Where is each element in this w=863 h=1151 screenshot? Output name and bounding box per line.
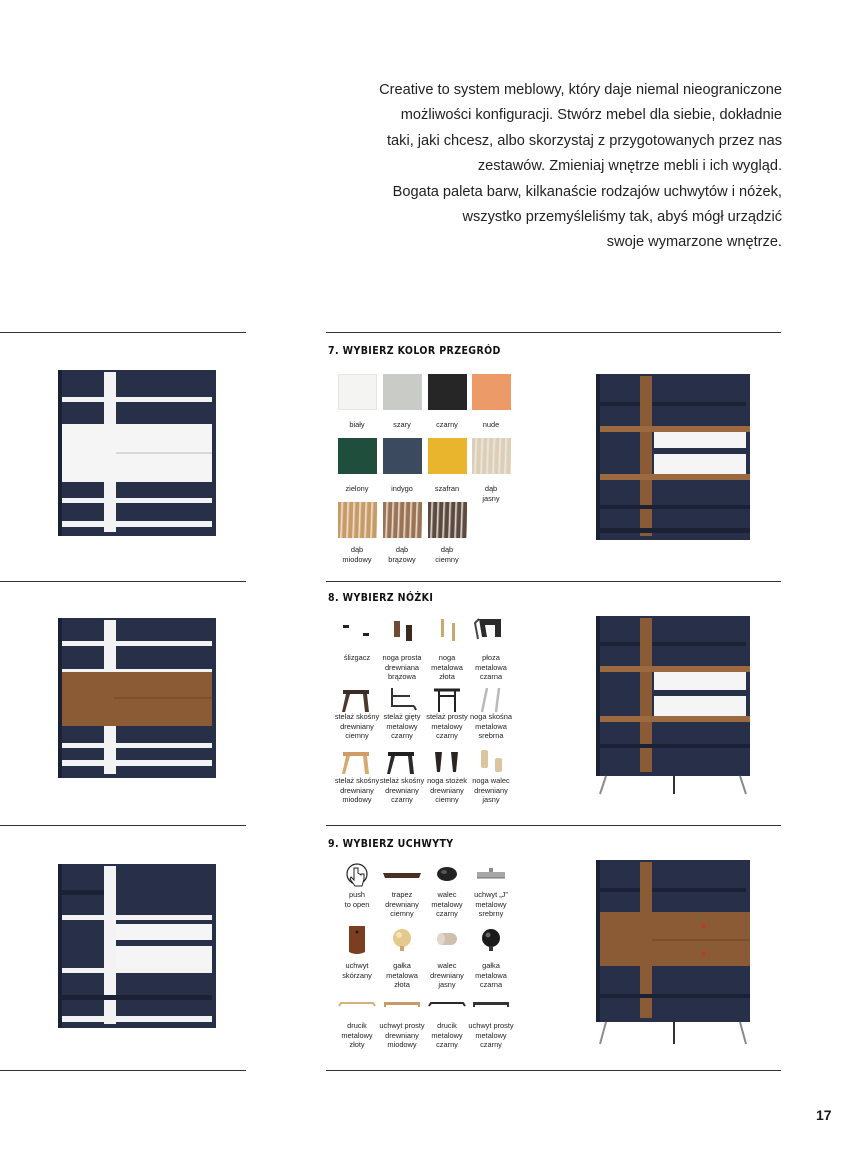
option-label-line: drewniany (430, 785, 464, 795)
option-label-line: miodowy (342, 795, 372, 805)
black-cylinder-handle-icon[interactable] (425, 859, 469, 893)
push-to-open-icon[interactable] (335, 859, 379, 893)
option-label-line: metalowy (341, 1030, 373, 1040)
option-label-line: brązowa (388, 672, 416, 682)
gold-knob-icon[interactable] (380, 923, 424, 957)
color-swatch[interactable] (383, 502, 422, 538)
option-label-line: metalowa (386, 970, 418, 980)
option-label-line: metalowa (475, 662, 507, 672)
bookcase-with-legs-illustration (594, 614, 754, 798)
option-label-line: stelaż skośny (334, 776, 380, 785)
option-label-line: czarny (480, 1040, 502, 1050)
option-label-line: push (348, 890, 366, 899)
page-number: 17 (816, 1107, 832, 1123)
option-label (461, 484, 521, 503)
option-label-line: noga skośna (470, 712, 512, 721)
divider-right-1 (326, 332, 781, 333)
bookcase-walnut-drawers-legs-illustration (594, 858, 754, 1048)
intro-line: swoje wymarzone wnętrze. (606, 234, 782, 251)
trapeze-wood-handle-icon[interactable] (380, 859, 424, 893)
black-wire-handle-icon[interactable] (425, 988, 469, 1022)
option-label-line: drewniany (340, 721, 374, 731)
divider-right-2 (326, 581, 781, 582)
divider-left-4 (0, 1070, 246, 1071)
color-swatch[interactable] (338, 374, 377, 410)
option-label-line: szary (393, 420, 411, 429)
color-swatch[interactable] (428, 374, 467, 410)
option-label-line: czarny (436, 731, 458, 741)
option-label-line: płoza (482, 653, 500, 662)
option-label (461, 1021, 521, 1050)
option-label-line: czarny (391, 795, 413, 805)
option-label-line: gałka (482, 961, 500, 970)
section-8-title: 8. WYBIERZ NÓŻKI (328, 592, 434, 604)
option-label-line: noga walec (472, 776, 510, 785)
option-label-line: stelaż skośny (379, 776, 425, 785)
black-knob-icon[interactable] (469, 923, 513, 957)
option-label-line: walec (437, 890, 457, 899)
option-label-line: drewniana (384, 662, 420, 672)
option-label-line: ciemny (345, 731, 369, 741)
option-label-line: trapez (391, 890, 413, 899)
option-label-line: to open (344, 899, 370, 909)
option-label-line: jasny (482, 493, 500, 503)
option-label-line: srebrny (478, 909, 504, 919)
color-swatch[interactable] (383, 438, 422, 474)
gold-metal-leg-icon[interactable] (425, 614, 469, 648)
color-swatch[interactable] (383, 374, 422, 410)
option-label-line: czarny (436, 909, 458, 919)
intro-line: możliwości konfiguracji. Stwórz mebel dla siebie, dokładnie (400, 107, 782, 124)
option-label-line: metalowa (475, 970, 507, 980)
option-label (461, 776, 521, 805)
option-label-line: złota (394, 980, 410, 990)
option-label-line: dąb (395, 545, 409, 554)
option-label-line: skórzany (342, 970, 372, 980)
divider-left-2 (0, 581, 246, 582)
option-label-line: nude (482, 420, 500, 429)
intro-line: wszystko przemyśleliśmy tak, abyś mógł urządzić (462, 209, 782, 226)
honey-wood-straight-handle-icon[interactable] (380, 988, 424, 1022)
black-straight-handle-icon[interactable] (469, 988, 513, 1022)
option-label-line: metalowy (431, 721, 463, 731)
option-label-line: czarny (436, 420, 458, 429)
option-label (461, 420, 521, 430)
option-label-line: stelaż gięty (383, 712, 421, 721)
bookcase-walnut-drawers-illustration (56, 616, 220, 782)
option-label-line: metalowy (386, 721, 418, 731)
option-label-line: ciemny (390, 909, 414, 919)
intro-text (300, 78, 782, 256)
option-label-line: dąb (440, 545, 454, 554)
option-label-line: czarna (479, 672, 503, 682)
color-swatch[interactable] (472, 374, 511, 410)
option-label-line: miodowy (342, 554, 372, 564)
dark-wood-cone-leg-icon[interactable] (425, 745, 469, 779)
option-label-line: dąb (350, 545, 364, 554)
option-label-line: metalowy (475, 1030, 507, 1040)
option-label-line: biały (349, 420, 365, 429)
option-label-line: walec (437, 961, 457, 970)
option-label-line: jasny (482, 795, 500, 805)
option-label-line: drewniany (474, 785, 508, 795)
option-label-line: czarna (479, 980, 503, 990)
divider-right-4 (326, 1070, 781, 1071)
bookcase-open-shelves-illustration (56, 862, 220, 1032)
option-label-line: metalowy (475, 899, 507, 909)
option-label-line: czarny (391, 731, 413, 741)
option-label-line: drewniany (385, 785, 419, 795)
option-label-line: indygo (391, 484, 413, 493)
option-label-line: uchwyt „J” (474, 890, 508, 899)
light-wood-cylinder-leg-icon[interactable] (469, 745, 513, 779)
option-label-line: metalowa (475, 721, 507, 731)
divider-right-3 (326, 825, 781, 826)
option-label-line: stelaż prosty (426, 712, 468, 721)
option-label-line: drewniany (430, 970, 464, 980)
bookcase-walnut-partitions-illustration (594, 372, 754, 544)
option-label-line: stelaż skośny (334, 712, 380, 721)
intro-line: Creative to system meblowy, który daje niemal nieograniczone (379, 82, 782, 98)
option-label-line: drewniany (385, 1030, 419, 1040)
bookcase-white-drawers-illustration (56, 368, 220, 540)
option-label-line: metalowy (431, 899, 463, 909)
slider-glide-icon[interactable] (335, 614, 379, 648)
option-label (461, 890, 521, 919)
option-label (461, 961, 521, 990)
option-label-line: noga (438, 653, 456, 662)
color-swatch[interactable] (428, 438, 467, 474)
light-wood-cylinder-handle-icon[interactable] (425, 923, 469, 957)
option-label-line: metalowy (431, 1030, 463, 1040)
option-label-line: jasny (438, 980, 456, 990)
intro-line: zestawów. Zmieniaj wnętrze mebli i ich wygląd. (477, 158, 782, 175)
divider-left-1 (0, 332, 246, 333)
black-wood-slanted-frame-icon[interactable] (380, 745, 424, 779)
option-label-line: brązowy (388, 554, 416, 564)
option-label-line: drewniany (340, 785, 374, 795)
option-label-line: uchwyt prosty (468, 1021, 514, 1030)
color-swatch[interactable] (338, 438, 377, 474)
option-label (461, 653, 521, 682)
option-label-line: drewniany (385, 899, 419, 909)
option-label (417, 545, 477, 564)
j-silver-handle-icon[interactable] (469, 859, 513, 893)
option-label (461, 712, 521, 741)
option-label-line: szafran (434, 484, 460, 493)
option-label-line: noga stożek (427, 776, 467, 785)
option-label-line: miodowy (387, 1040, 417, 1050)
gold-wire-handle-icon[interactable] (335, 988, 379, 1022)
leather-handle-icon[interactable] (335, 923, 379, 957)
color-swatch[interactable] (428, 502, 467, 538)
option-label-line: dąb (484, 484, 498, 493)
option-label-line: uchwyt prosty (379, 1021, 425, 1030)
option-label-line: ciemny (435, 795, 459, 805)
color-swatch[interactable] (338, 502, 377, 538)
color-swatch[interactable] (472, 438, 511, 474)
intro-line: Bogata paleta barw, kilkanaście rodzajów uchwytów i nóżek, (392, 183, 782, 200)
straight-wood-leg-icon[interactable] (380, 614, 424, 648)
black-metal-runner-icon[interactable] (469, 614, 513, 648)
option-label-line: gałka (393, 961, 411, 970)
option-label-line: srebrna (478, 731, 504, 741)
option-label-line: złota (439, 672, 455, 682)
option-label-line: uchwyt (345, 961, 369, 970)
option-label-line: noga prosta (382, 653, 422, 662)
section-9-title: 9. WYBIERZ UCHWYTY (328, 838, 454, 850)
option-label-line: zielony (345, 484, 369, 493)
option-label-line: drucik (437, 1021, 457, 1030)
option-label-line: drucik (347, 1021, 367, 1030)
divider-left-3 (0, 825, 246, 826)
option-label-line: metalowa (431, 662, 463, 672)
option-label-line: ślizgacz (343, 653, 371, 662)
option-label-line: ciemny (435, 554, 459, 564)
honey-wood-slanted-frame-icon[interactable] (335, 745, 379, 779)
intro-line: taki, jaki chcesz, albo skorzystaj z przygotowanych przez nas (386, 132, 782, 149)
option-label-line: złoty (349, 1040, 365, 1050)
section-7-title: 7. WYBIERZ KOLOR PRZEGRÓD (328, 345, 501, 357)
option-label-line: czarny (436, 1040, 458, 1050)
